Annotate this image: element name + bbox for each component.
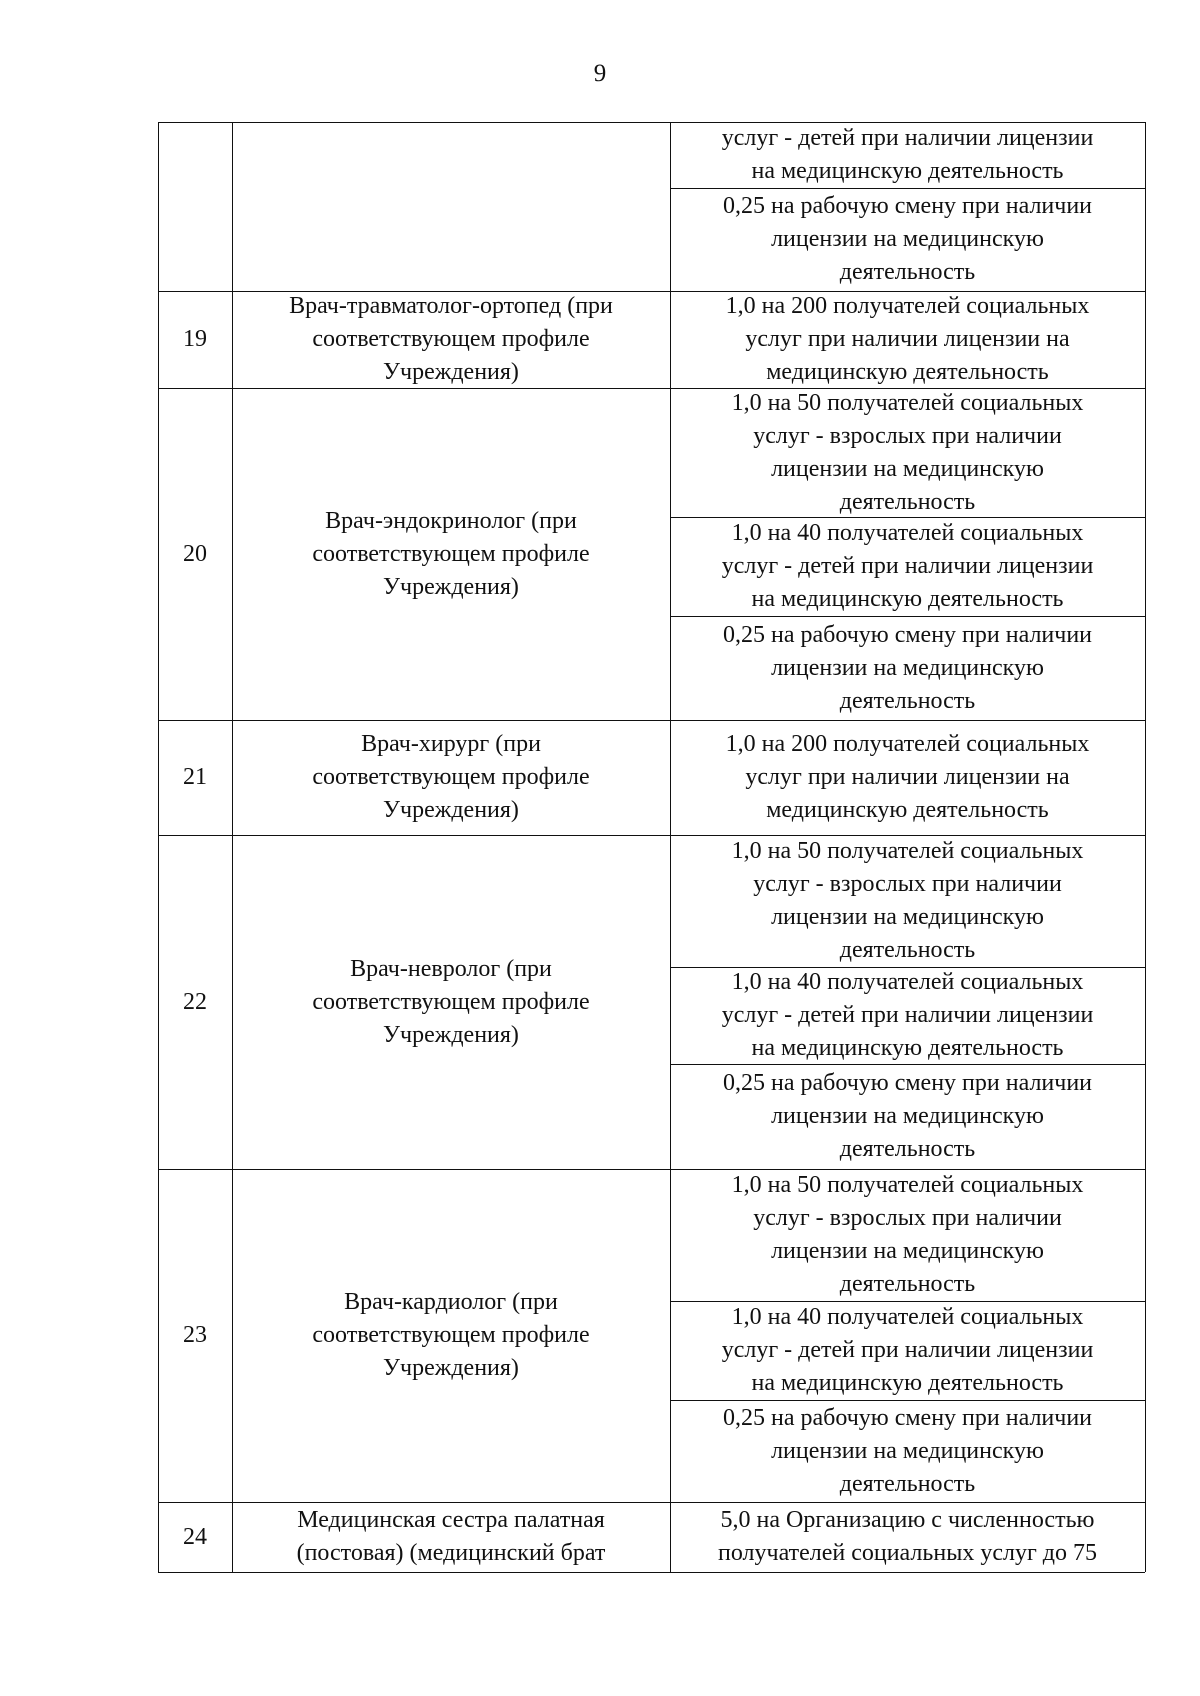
row-number <box>158 122 232 291</box>
staffing-norm: 1,0 на 50 получателей социальных услуг - взрослых при наличии лицензии на медицинскую деятельность <box>731 389 1084 515</box>
staffing-norm: 1,0 на 50 получателей социальных услуг - взрослых при наличии лицензии на медицинскую деятельность <box>731 1172 1084 1297</box>
staffing-norm: 5,0 на Организацию с численностью получателей социальных услуг до 75 <box>718 1507 1097 1566</box>
staffing-norm: 1,0 на 40 получателей социальных услуг - детей при наличии лицензии на медицинскую деятельность <box>721 969 1094 1061</box>
staffing-norm: 1,0 на 200 получателей социальных услуг при наличии лицензии на медицинскую деятельность <box>725 731 1090 823</box>
position-name: Врач-кардиолог (при соответствующем профиле Учреждения) <box>312 1289 590 1381</box>
staffing-norm: 1,0 на 200 получателей социальных услуг при наличии лицензии на медицинскую деятельность <box>725 293 1090 385</box>
staffing-norm: 0,25 на рабочую смену при наличии лицензии на медицинскую деятельность <box>722 193 1093 285</box>
staffing-norm: услуг - детей при наличии лицензии на медицинскую деятельность <box>721 125 1094 184</box>
row-number: 24 <box>183 1523 207 1550</box>
staffing-norm: 0,25 на рабочую смену при наличии лицензии на медицинскую деятельность <box>722 1070 1093 1162</box>
position-name: Врач-эндокринолог (при соответствующем профиле Учреждения) <box>312 507 590 600</box>
position-name <box>232 122 670 291</box>
position-name: Врач-хирург (при соответствующем профиле Учреждения) <box>312 731 590 823</box>
row-number: 19 <box>183 326 207 352</box>
position-name: Медицинская сестра палатная (постовая) (медицинский брат <box>296 1507 606 1566</box>
table-bottom-border <box>158 1572 1145 1573</box>
position-name: Врач-невролог (при соответствующем профиле Учреждения) <box>312 955 590 1048</box>
row-number: 20 <box>183 540 207 567</box>
staffing-norm: 1,0 на 50 получателей социальных услуг - взрослых при наличии лицензии на медицинскую деятельность <box>731 838 1084 963</box>
row-number: 23 <box>183 1322 207 1348</box>
staffing-norm: 0,25 на рабочую смену при наличии лицензии на медицинскую деятельность <box>722 621 1093 714</box>
staffing-norm: 0,25 на рабочую смену при наличии лицензии на медицинскую деятельность <box>722 1404 1093 1497</box>
staffing-norm: 1,0 на 40 получателей социальных услуг - детей при наличии лицензии на медицинскую деятельность <box>721 1304 1094 1396</box>
page-number: 9 <box>593 60 607 87</box>
table-border-vertical <box>1145 122 1146 1572</box>
position-name: Врач-травматолог-ортопед (при соответствующем профиле Учреждения) <box>289 293 613 385</box>
row-number: 22 <box>183 988 207 1015</box>
row-number: 21 <box>183 764 207 790</box>
staffing-norm: 1,0 на 40 получателей социальных услуг - детей при наличии лицензии на медицинскую деятельность <box>721 520 1094 612</box>
